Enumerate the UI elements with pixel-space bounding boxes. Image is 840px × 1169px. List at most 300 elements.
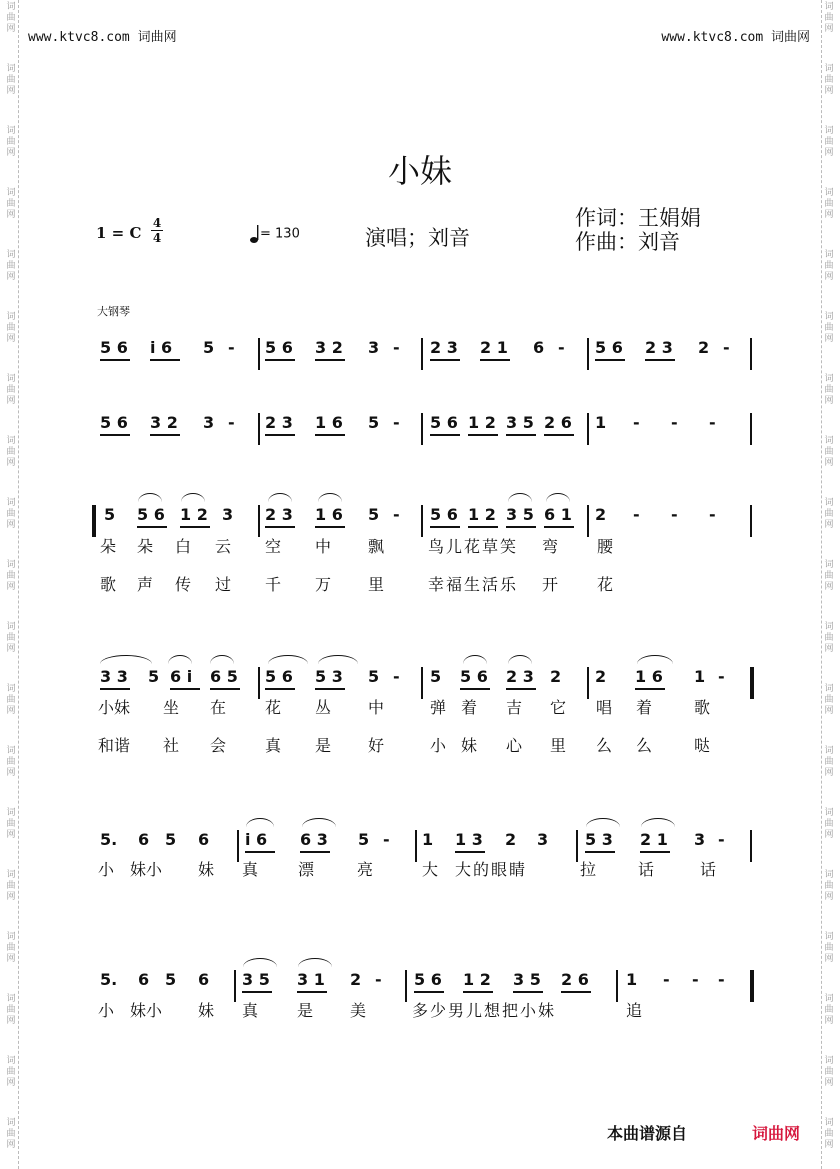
lyric-word: 好 <box>368 736 385 755</box>
site-url-left[interactable]: www.ktvc8.com 词曲网 <box>28 30 177 45</box>
beam-underline <box>480 359 510 361</box>
note-token: i 6 <box>245 830 268 849</box>
barline <box>258 413 260 445</box>
lyric-word: 妹 <box>198 1001 215 1020</box>
beam-underline <box>506 688 536 690</box>
beam-underline <box>544 434 574 436</box>
barline <box>421 505 423 537</box>
watermark-char: 网 <box>824 24 834 34</box>
watermark-char: 网 <box>824 272 834 282</box>
beam-underline <box>430 359 460 361</box>
beam-underline <box>150 359 180 361</box>
lyric-word: 着 <box>636 698 653 717</box>
note-token: 1 2 <box>468 413 496 432</box>
slur <box>546 493 570 502</box>
barline <box>258 338 260 370</box>
watermark-char: 曲 <box>6 261 16 271</box>
note-token: 5 6 <box>100 338 128 357</box>
note-token: 3 2 <box>315 338 343 357</box>
watermark-char: 词 <box>6 746 16 756</box>
lyric-word: 腰 <box>597 537 614 556</box>
lyric-word: 花 <box>597 575 614 594</box>
watermark-char: 网 <box>824 830 834 840</box>
beam-underline <box>265 526 295 528</box>
note-token: 3 5 <box>506 505 534 524</box>
lyric-word: 坐 <box>163 698 180 717</box>
watermark-group <box>822 1054 836 1116</box>
lyrics-line-3b <box>0 575 840 615</box>
note-token: 2 6 <box>544 413 572 432</box>
beam-underline <box>468 526 498 528</box>
note-token: 1 6 <box>315 505 343 524</box>
beam-underline <box>585 851 615 853</box>
note-token: 3 2 <box>150 413 178 432</box>
lyric-word: 弹 <box>430 698 447 717</box>
lyric-word: 真 <box>265 736 282 755</box>
note-token: 5 6 <box>414 970 442 989</box>
lyric-word: 话 <box>700 860 717 879</box>
lyric-word: 里 <box>368 575 385 594</box>
lyric-word: 社 <box>163 736 180 755</box>
watermark-char: 曲 <box>824 695 834 705</box>
watermark-char: 词 <box>6 498 16 508</box>
lyric-word: 是 <box>297 1001 314 1020</box>
watermark-group <box>4 62 18 124</box>
lyric-word: 空 <box>265 537 282 556</box>
watermark-char: 词 <box>6 684 16 694</box>
beam-underline <box>180 526 210 528</box>
watermark-group <box>822 0 836 62</box>
note-token: - <box>663 970 670 989</box>
source-label: 本曲谱源自 <box>607 1124 688 1143</box>
watermark-char: 网 <box>6 458 16 468</box>
note-token: 5 <box>368 667 380 686</box>
note-token: 5 <box>165 970 177 989</box>
lyric-word: 弯 <box>542 537 559 556</box>
watermark-char: 网 <box>824 768 834 778</box>
lyrics-line-4a <box>0 698 840 738</box>
watermark-group <box>4 1054 18 1116</box>
beam-underline <box>137 526 167 528</box>
slur <box>302 818 336 827</box>
watermark-char: 词 <box>824 126 834 136</box>
watermark-char: 网 <box>6 210 16 220</box>
watermark-char: 网 <box>824 148 834 158</box>
watermark-char: 曲 <box>6 447 16 457</box>
beam-underline <box>242 991 272 993</box>
watermark-char: 词 <box>824 1118 834 1128</box>
note-token: 6 <box>198 830 210 849</box>
note-token: - <box>718 970 725 989</box>
note-token: 3 <box>203 413 215 432</box>
note-token: 5 <box>358 830 370 849</box>
note-token: 6 <box>533 338 545 357</box>
watermark-char: 网 <box>6 148 16 158</box>
watermark-char: 词 <box>6 64 16 74</box>
beam-underline <box>297 991 327 993</box>
watermark-char: 曲 <box>6 385 16 395</box>
watermark-char: 网 <box>6 334 16 344</box>
barline <box>258 505 260 537</box>
lyric-word: 唱 <box>596 698 613 717</box>
watermark-char: 曲 <box>824 1005 834 1015</box>
barline <box>234 970 236 1002</box>
note-token: 1 <box>694 667 706 686</box>
lyric-word: 中 <box>315 537 332 556</box>
note-token: 2 <box>350 970 362 989</box>
watermark-char: 网 <box>824 706 834 716</box>
watermark-char: 词 <box>6 560 16 570</box>
lyric-word: 里 <box>550 736 567 755</box>
watermark-char: 曲 <box>6 695 16 705</box>
note-token: - <box>393 413 400 432</box>
beam-underline <box>561 991 591 993</box>
barline <box>421 413 423 445</box>
slur <box>243 958 277 967</box>
note-token: 5 <box>368 413 380 432</box>
note-token: 2 <box>698 338 710 357</box>
watermark-char: 网 <box>824 1078 834 1088</box>
watermark-char: 词 <box>6 1118 16 1128</box>
watermark-char: 曲 <box>824 509 834 519</box>
note-token: 3 1 <box>297 970 325 989</box>
lyric-word: 小 <box>98 1001 115 1020</box>
watermark-char: 网 <box>824 520 834 530</box>
lyric-word: 吉 <box>506 698 523 717</box>
beam-underline <box>300 851 330 853</box>
lyrics-line-4b <box>0 736 840 776</box>
beam-underline <box>513 991 543 993</box>
watermark-char: 网 <box>824 1016 834 1026</box>
watermark-char: 网 <box>6 954 16 964</box>
note-token: 2 3 <box>506 667 534 686</box>
watermark-char: 词 <box>824 498 834 508</box>
note-token: 5 6 <box>265 338 293 357</box>
watermark-char: 曲 <box>6 571 16 581</box>
lyric-word: 幸福生活乐 <box>428 575 519 594</box>
watermark-char: 词 <box>824 312 834 322</box>
note-token: 6 <box>198 970 210 989</box>
barline <box>750 970 754 1002</box>
lyric-word: 大的眼睛 <box>455 860 528 879</box>
watermark-char: 词 <box>6 870 16 880</box>
note-token: 5 6 <box>430 413 458 432</box>
song-title: 小妹 <box>387 152 452 190</box>
lyric-word: 声 <box>137 575 154 594</box>
beam-underline <box>455 851 485 853</box>
note-token: 6 i <box>170 667 193 686</box>
note-token: 5 6 <box>595 338 623 357</box>
beam-underline <box>245 851 275 853</box>
barline <box>587 413 589 445</box>
watermark-char: 词 <box>6 2 16 12</box>
note-token: 1 6 <box>635 667 663 686</box>
note-token: 2 3 <box>265 505 293 524</box>
beam-underline <box>265 434 295 436</box>
note-token: 3 5 <box>506 413 534 432</box>
beam-underline <box>506 526 536 528</box>
watermark-char: 网 <box>824 644 834 654</box>
note-token: - <box>228 338 235 357</box>
lyric-word: 妹小 <box>130 1001 163 1020</box>
slur <box>100 655 152 664</box>
slur <box>168 655 192 664</box>
lyric-word: 飘 <box>368 537 385 556</box>
note-token: 1 2 <box>463 970 491 989</box>
note-token: 5. <box>100 830 118 849</box>
watermark-char: 曲 <box>824 75 834 85</box>
note-token: 2 <box>595 667 607 686</box>
watermark-char: 曲 <box>6 199 16 209</box>
watermark-char: 曲 <box>824 323 834 333</box>
note-token: 3 5 <box>513 970 541 989</box>
lyric-word: 它 <box>550 698 567 717</box>
note-token: - <box>633 413 640 432</box>
note-token: 5 6 <box>460 667 488 686</box>
slur <box>508 493 532 502</box>
lyric-word: 歌 <box>694 698 711 717</box>
lyric-word: 朵 <box>137 537 154 556</box>
beam-underline <box>645 359 675 361</box>
time-sig-bottom: 4 <box>152 231 162 245</box>
time-sig-top: 4 <box>152 216 162 230</box>
note-token: - <box>709 413 716 432</box>
note-token: 2 <box>505 830 517 849</box>
watermark-char: 曲 <box>824 137 834 147</box>
note-token: 1 <box>595 413 607 432</box>
barline <box>237 830 239 862</box>
note-token: 1 6 <box>315 413 343 432</box>
note-token: - <box>393 505 400 524</box>
slur <box>463 655 487 664</box>
note-token: - <box>393 667 400 686</box>
lyric-word: 中 <box>368 698 385 717</box>
lyric-word: 云 <box>215 537 232 556</box>
watermark-char: 网 <box>824 86 834 96</box>
watermark-char: 词 <box>6 250 16 260</box>
tempo-value: = 130 <box>260 226 300 242</box>
watermark-char: 词 <box>6 436 16 446</box>
note-token: 5 6 <box>100 413 128 432</box>
barline <box>587 667 589 699</box>
note-token: 5 <box>104 505 116 524</box>
source-site-link[interactable]: 词曲网 <box>752 1124 801 1143</box>
note-token: - <box>393 338 400 357</box>
note-token: 3 <box>222 505 234 524</box>
barline <box>415 830 417 862</box>
note-token: - <box>633 505 640 524</box>
lyric-word: 鸟儿花草笑 <box>428 537 519 556</box>
slur <box>318 655 358 664</box>
watermark-char: 词 <box>824 746 834 756</box>
lyric-word: 和谐 <box>98 736 131 755</box>
watermark-char: 词 <box>824 622 834 632</box>
watermark-char: 词 <box>824 2 834 12</box>
watermark-char: 曲 <box>6 757 16 767</box>
lyricist-credit: 作词：王娟娟 <box>575 206 701 230</box>
barline <box>750 338 752 370</box>
watermark-char: 网 <box>6 86 16 96</box>
note-token: - <box>228 413 235 432</box>
watermark-char: 网 <box>6 644 16 654</box>
watermark-char: 词 <box>824 684 834 694</box>
note-token: - <box>692 970 699 989</box>
slur <box>586 818 620 827</box>
beam-underline <box>315 434 345 436</box>
watermark-char: 网 <box>824 210 834 220</box>
watermark-char: 曲 <box>6 1005 16 1015</box>
lyric-word: 美 <box>350 1001 367 1020</box>
watermark-char: 词 <box>824 250 834 260</box>
barline <box>405 970 407 1002</box>
beam-underline <box>635 688 665 690</box>
note-token: 5 <box>148 667 160 686</box>
note-token: - <box>723 338 730 357</box>
note-token: 1 3 <box>455 830 483 849</box>
note-token: 5 6 <box>430 505 458 524</box>
watermark-char: 曲 <box>824 199 834 209</box>
beam-underline <box>265 688 295 690</box>
lyric-word: 小 <box>98 860 115 879</box>
watermark-char: 词 <box>6 622 16 632</box>
watermark-char: 网 <box>6 24 16 34</box>
slur <box>181 493 205 502</box>
note-token: - <box>558 338 565 357</box>
watermark-char: 曲 <box>824 13 834 23</box>
slur <box>268 655 308 664</box>
watermark-char: 词 <box>6 374 16 384</box>
watermark-char: 词 <box>824 188 834 198</box>
beam-underline <box>265 359 295 361</box>
note-token: 3 5 <box>242 970 270 989</box>
watermark-char: 曲 <box>824 571 834 581</box>
note-token: - <box>671 505 678 524</box>
slur <box>268 493 292 502</box>
note-token: - <box>709 505 716 524</box>
watermark-char: 曲 <box>824 1129 834 1139</box>
note-token: 3 <box>537 830 549 849</box>
watermark-char: 词 <box>824 1056 834 1066</box>
watermark-char: 词 <box>824 932 834 942</box>
lyric-word: 是 <box>315 736 332 755</box>
lyric-word: 千 <box>265 575 282 594</box>
beam-underline <box>460 688 490 690</box>
slur <box>138 493 162 502</box>
watermark-char: 词 <box>824 994 834 1004</box>
note-token: 3 <box>694 830 706 849</box>
watermark-char: 网 <box>824 892 834 902</box>
watermark-char: 网 <box>6 1078 16 1088</box>
site-url-right[interactable]: www.ktvc8.com 词曲网 <box>661 30 810 45</box>
watermark-char: 网 <box>6 706 16 716</box>
watermark-char: 网 <box>824 334 834 344</box>
beam-underline <box>595 359 625 361</box>
watermark-group <box>822 1116 836 1169</box>
lyric-word: 小妹 <box>98 698 131 717</box>
watermark-group <box>822 186 836 248</box>
note-token: 1 2 <box>180 505 208 524</box>
watermark-char: 曲 <box>824 757 834 767</box>
watermark-char: 曲 <box>824 1067 834 1077</box>
watermark-group <box>822 248 836 310</box>
note-token: 5 3 <box>585 830 613 849</box>
barline <box>587 338 589 370</box>
lyric-word: 真 <box>242 1001 259 1020</box>
score-line-1 <box>0 338 840 378</box>
beam-underline <box>468 434 498 436</box>
watermark-group <box>4 248 18 310</box>
watermark-char: 曲 <box>824 881 834 891</box>
lyric-word: 话 <box>638 860 655 879</box>
slur <box>637 655 673 664</box>
watermark-group <box>4 186 18 248</box>
lyric-word: 么 <box>636 736 653 755</box>
watermark-char: 网 <box>824 954 834 964</box>
watermark-char: 曲 <box>6 819 16 829</box>
note-token: 1 2 <box>468 505 496 524</box>
note-token: 5 <box>203 338 215 357</box>
watermark-char: 网 <box>6 1140 16 1150</box>
singer-credit: 演唱；刘音 <box>365 226 470 250</box>
note-token: - <box>718 667 725 686</box>
barline <box>616 970 618 1002</box>
barline <box>750 830 752 862</box>
note-token: - <box>718 830 725 849</box>
score-line-2 <box>0 413 840 453</box>
note-token: 5. <box>100 970 118 989</box>
barline <box>576 830 578 862</box>
note-token: 6 1 <box>544 505 572 524</box>
watermark-char: 网 <box>6 830 16 840</box>
watermark-char: 网 <box>6 396 16 406</box>
barline <box>92 505 96 537</box>
lyric-word: 心 <box>506 736 523 755</box>
lyric-word: 传 <box>175 575 192 594</box>
beam-underline <box>100 688 130 690</box>
slur <box>246 818 274 827</box>
lyric-word: 朵 <box>100 537 117 556</box>
slur <box>508 655 532 664</box>
watermark-char: 曲 <box>6 943 16 953</box>
lyric-word: 拉 <box>580 860 597 879</box>
beam-underline <box>463 991 493 993</box>
watermark-char: 词 <box>824 64 834 74</box>
beam-underline <box>430 526 460 528</box>
watermark-char: 曲 <box>824 633 834 643</box>
barline <box>750 413 752 445</box>
watermark-char: 网 <box>824 396 834 406</box>
tempo-marking <box>250 224 300 244</box>
watermark-char: 网 <box>6 272 16 282</box>
lyrics-line-6 <box>0 1001 840 1041</box>
note-token: 2 1 <box>480 338 508 357</box>
beam-underline <box>430 434 460 436</box>
lyric-word: 真 <box>242 860 259 879</box>
note-token: 2 6 <box>561 970 589 989</box>
lyric-word: 哒 <box>694 736 711 755</box>
lyric-word: 妹 <box>198 860 215 879</box>
watermark-char: 曲 <box>824 447 834 457</box>
watermark-char: 曲 <box>824 819 834 829</box>
note-token: 2 <box>550 667 562 686</box>
lyric-word: 妹小 <box>130 860 163 879</box>
lyric-word: 小 <box>430 736 447 755</box>
watermark-char: 曲 <box>6 1067 16 1077</box>
beam-underline <box>414 991 444 993</box>
note-token: - <box>671 413 678 432</box>
watermark-char: 曲 <box>6 881 16 891</box>
credits <box>575 206 701 254</box>
